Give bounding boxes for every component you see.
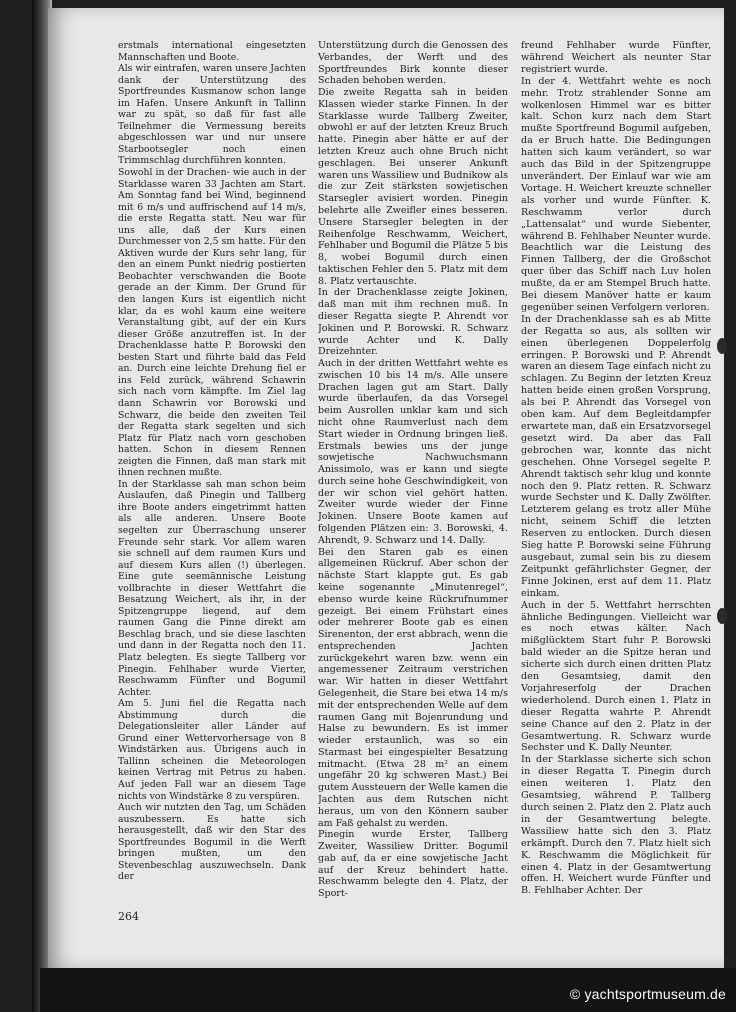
paragraph: In der 4. Wettfahrt wehte es noch mehr. Trotz strahlender Sonne am wolkenlosen Himmel war es bitter kalt. Schon kurz nach dem Start mußte Sportfreund Bogumil aufgeben, da er Bruch hatte. Die Bedingungen hatten sich kaum verändert, so war auch das Bild in der Spitzengruppe unverändert. Der Einlauf war wie am Vortage. H. Weichert kreuzte schneller als vorher und wurde Fünfter. K. Reschwamm verlor durch „Lattensalat“ und wurde Siebenter, während B. Fehlhaber Neunter wurde. Beachtlich war die Leistung des Finnen Tallberg, der die Großschot quer über das Schiff nach Luv holen mußte, da er am Stempel Bruch hatte. Bei diesem Manöver hatte er kaum gegenüber seinen Verfolgern verloren. [521,75,711,313]
binding-clip [717,338,727,354]
paragraph: In der Starklasse sicherte sich schon in dieser Regatta T. Pinegin durch einen weiteren 1. Platz den Gesamtsieg, während P. Tallberg durch seinen 2. Platz den 2. Platz auch in der Gesamtwertung belegte. Wassiliew hatte sich den 3. Platz erkämpft. Durch den 7. Platz hielt sich K. Reschwamm die Möglichkeit für einen 4. Platz in der Gesamtwertung offen. H. Weichert wurde Fünfter und B. Fehlhaber Achter. Der [521,754,711,897]
text-column-right [521,40,711,900]
paragraph: In der Drachenklasse zeigte Jokinen, daß man mit ihm rechnen muß. In dieser Regatta siegte P. Ahrendt vor Jokinen und P. Borowski. R. Schwarz wurde Achter und K. Dally Dreizehnter. [318,287,508,358]
paragraph: erstmals international eingesetzten Mannschaften und Boote. [118,40,306,63]
text-column-middle [318,40,508,900]
paragraph: Als wir eintrafen, waren unsere Jachten dank der Unterstützung des Sportfreundes Kusmanow schon lange im Hafen. Unsere Ankunft in Tallinn war zu spät, so daß für fast alle Teilnehmer die Vermessung bereits abgeschlossen war und nur unsere Starbootsegler noch einen Trimmschlag durchführen konnten. [118,63,306,167]
paragraph: Pinegin wurde Erster, Tallberg Zweiter, Wassiliew Dritter. Bogumil gab auf, da er eine sowjetische Jacht auf der Kreuz behindert hatte. Reschwamm belegte den 4. Platz, der Sport- [318,829,508,900]
paragraph: In der Drachenklasse sah es ab Mitte der Regatta so aus, als sollten wir einen überlegenen Doppelerfolg erringen. P. Borowski und P. Ahrendt waren an diesem Tage einfach nicht zu schlagen. Zu Beginn der letzten Kreuz hatten beide einen großen Vorsprung, als bei P. Ahrendt das Vorsegel von oben kam. Auf dem Begleitdampfer erwartete man, daß ein Ersatzvorsegel gesetzt wird. Da aber das Fall gebrochen war, konnte das nicht geschehen. Ohne Vorsegel segelte P. Ahrendt taktisch sehr klug und konnte noch den 9. Platz retten. R. Schwarz wurde Sechster und K. Dally Zwölfter. Letzterem gelang es trotz aller Mühe nicht, seinem Schiff die letzten Reserven zu entlocken. Durch diesen Sieg hatte P. Borowski seine Führung ausgebaut, zumal sein bis zu diesem Zeitpunkt gefährlichster Gegner, der Finne Jokinen, erst auf dem 11. Platz einkam. [521,313,711,599]
text-column-left [118,40,306,900]
paragraph: Auch in der dritten Wettfahrt wehte es zwischen 10 bis 14 m/s. Alle unsere Drachen lagen gut am Start. Dally wurde überlaufen, da das Vorsegel beim Ausrollen unklar kam und sich nicht ohne Raumverlust nach dem Start wieder in Ordnung bringen ließ. Erstmals bewies uns der junge sowjetische Nachwuchsmann Anissimolo, was er kann und siegte durch seine hohe Geschwindigkeit, von der wir schon viel gehört hatten. Zweiter wurde wieder der Finne Jokinen. Unsere Boote kamen auf folgenden Plätzen ein: 3. Borowski, 4. Ahrendt, 9. Schwarz und 14. Dally. [318,358,508,546]
paragraph: Unterstützung durch die Genossen des Verbandes, der Werft und des Sportfreundes Birk konnte dieser Schaden behoben werden. [318,40,508,87]
paragraph: Bei den Staren gab es einen allgemeinen Rückruf. Aber schon der nächste Start klappte gut. Es gab keine sogenannte „Minutenregel“, ebenso wurde keine Rückrufnummer gezeigt. Bei einem Frühstart eines oder mehrerer Boote gab es einen Sirenenton, der erst abbrach, wenn die entsprechenden Jachten zurückgekehrt waren bzw. wenn ein angemessener Zeitraum verstrichen war. Wir hatten in dieser Wettfahrt Gelegenheit, die Stare bei etwa 14 m/s mit der entsprechenden Welle auf dem raumen Gang mit Bojenrundung und Halse zu bewundern. Es ist immer wieder erstaunlich, was so ein Starmast bei eingespielter Besatzung mitmacht. (Etwa 28 m² an einem ungefähr 20 kg schweren Mast.) Bei gutem Aussteuern der Welle kamen die Jachten aus dem Rutschen nicht heraus, um von den Könnern sauber am Faß gehalst zu werden. [318,546,508,829]
paragraph: Die zweite Regatta sah in beiden Klassen wieder starke Finnen. In der Starklasse wurde Tallberg Zweiter, obwohl er auf der letzten Kreuz Bruch hatte. Pinegin aber hätte er auf der letzten Kreuz auch ohne Bruch nicht geschlagen. Bei unserer Ankunft waren uns Wassiliew und Budnikow als die zur Zeit stärksten sowjetischen Starsegler avisiert worden. Pinegin belehrte alle Zweifler eines besseren. Unsere Starsegler belegten in der Reihenfolge Reschwamm, Weichert, Fehlhaber und Bogumil die Plätze 5 bis 8, wobei Bogumil durch einen taktischen Fehler den 5. Platz mit dem 8. Platz vertauschte. [318,87,508,287]
watermark: © yachtsportmuseum.de [569,986,726,1002]
paragraph: In der Starklasse sah man schon beim Auslaufen, daß Pinegin und Tallberg ihre Boote anders eingetrimmt hatten als alle anderen. Unsere Boote segelten zur Überraschung unserer Freunde sehr stark. Vor allem waren sie schnell auf dem raumen Kurs und auf diesem Kurs allen (!) überlegen. Eine gute seemännische Leistung vollbrachte in dieser Wettfahrt die Besatzung Weichert, als ihr, in der Spitzengruppe liegend, auf dem raumen Gang die Pinne direkt am Beschlag brach, und sie diese laschten und dann in der Regatta noch den 11. Platz belegten. Es siegte Tallberg vor Pinegin. Fehlhaber wurde Vierter, Reschwamm Fünfter und Bogumil Achter. [118,478,306,698]
page-number: 264 [118,910,139,923]
paragraph: freund Fehlhaber wurde Fünfter, während Weichert als neunter Star registriert wurde. [521,40,711,75]
paragraph: Auch wir nutzten den Tag, um Schäden auszubessern. Es hatte sich herausgestellt, daß wir den Star des Sportfreundes Bogumil in die Werft bringen mußten, um den Stevenbeschlag auszuwechseln. Dank der [118,802,306,883]
paragraph: Auch in der 5. Wettfahrt herrschten ähnliche Bedingungen. Vielleicht war es noch etwas kälter. Nach mißglücktem Start fuhr P. Borowski bald wieder an die Spitze heran und sicherte sich durch einen dritten Platz den Gesamtsieg, damit den Vorjahreserfolg der Drachen wiederholend. Durch einen 1. Platz in dieser Regatta wahrte P. Ahrendt seine Chance auf den 2. Platz in der Gesamtwertung. R. Schwarz wurde Sechster und K. Dally Neunter. [521,599,711,754]
paragraph: Sowohl in der Drachen- wie auch in der Starklasse waren 33 Jachten am Start. Am Sonntag fand bei Wind, beginnend mit 6 m/s und auffrischend auf 14 m/s, die erste Regatta statt. Neu war für uns alle, daß der Kurs einen Durchmesser von 2,5 sm hatte. Für den Aktiven wurde der Kurs sehr lang, für den an einem Punkt niedrig postierten Beobachter verschwanden die Boote gerade an der Kimm. Der Grund für den langen Kurs ist eigentlich nicht klar, da es wohl kaum eine weitere Veranstaltung gibt, auf der ein Kurs dieser Größe anzutreffen ist. In der Drachenklasse hatte P. Borowski den besten Start und führte bald das Feld an. Durch eine leichte Drehung fiel er ins Feld zurück, während Schawrin sich nach vorn kämpfte. Im Ziel lag dann Schawrin vor Borowski und Schwarz, die beide den zweiten Teil der Regatta stark segelten und sich Platz für Platz nach vorn geschoben hatten. Schon in diesem Rennen zeigten die Finnen, daß man stark mit ihnen rechnen mußte. [118,167,306,479]
paragraph: Am 5. Juni fiel die Regatta nach Abstimmung durch die Delegationsleiter aller Länder auf Grund einer Wettervorhersage von 8 Windstärken aus. Übrigens auch in Tallinn scheinen die Meteorologen keinen Vertrag mit Petrus zu haben. Auf jeden Fall war an diesem Tage nichts von Windstärke 8 zu verspüren. [118,698,306,802]
binding-clip [717,608,727,624]
